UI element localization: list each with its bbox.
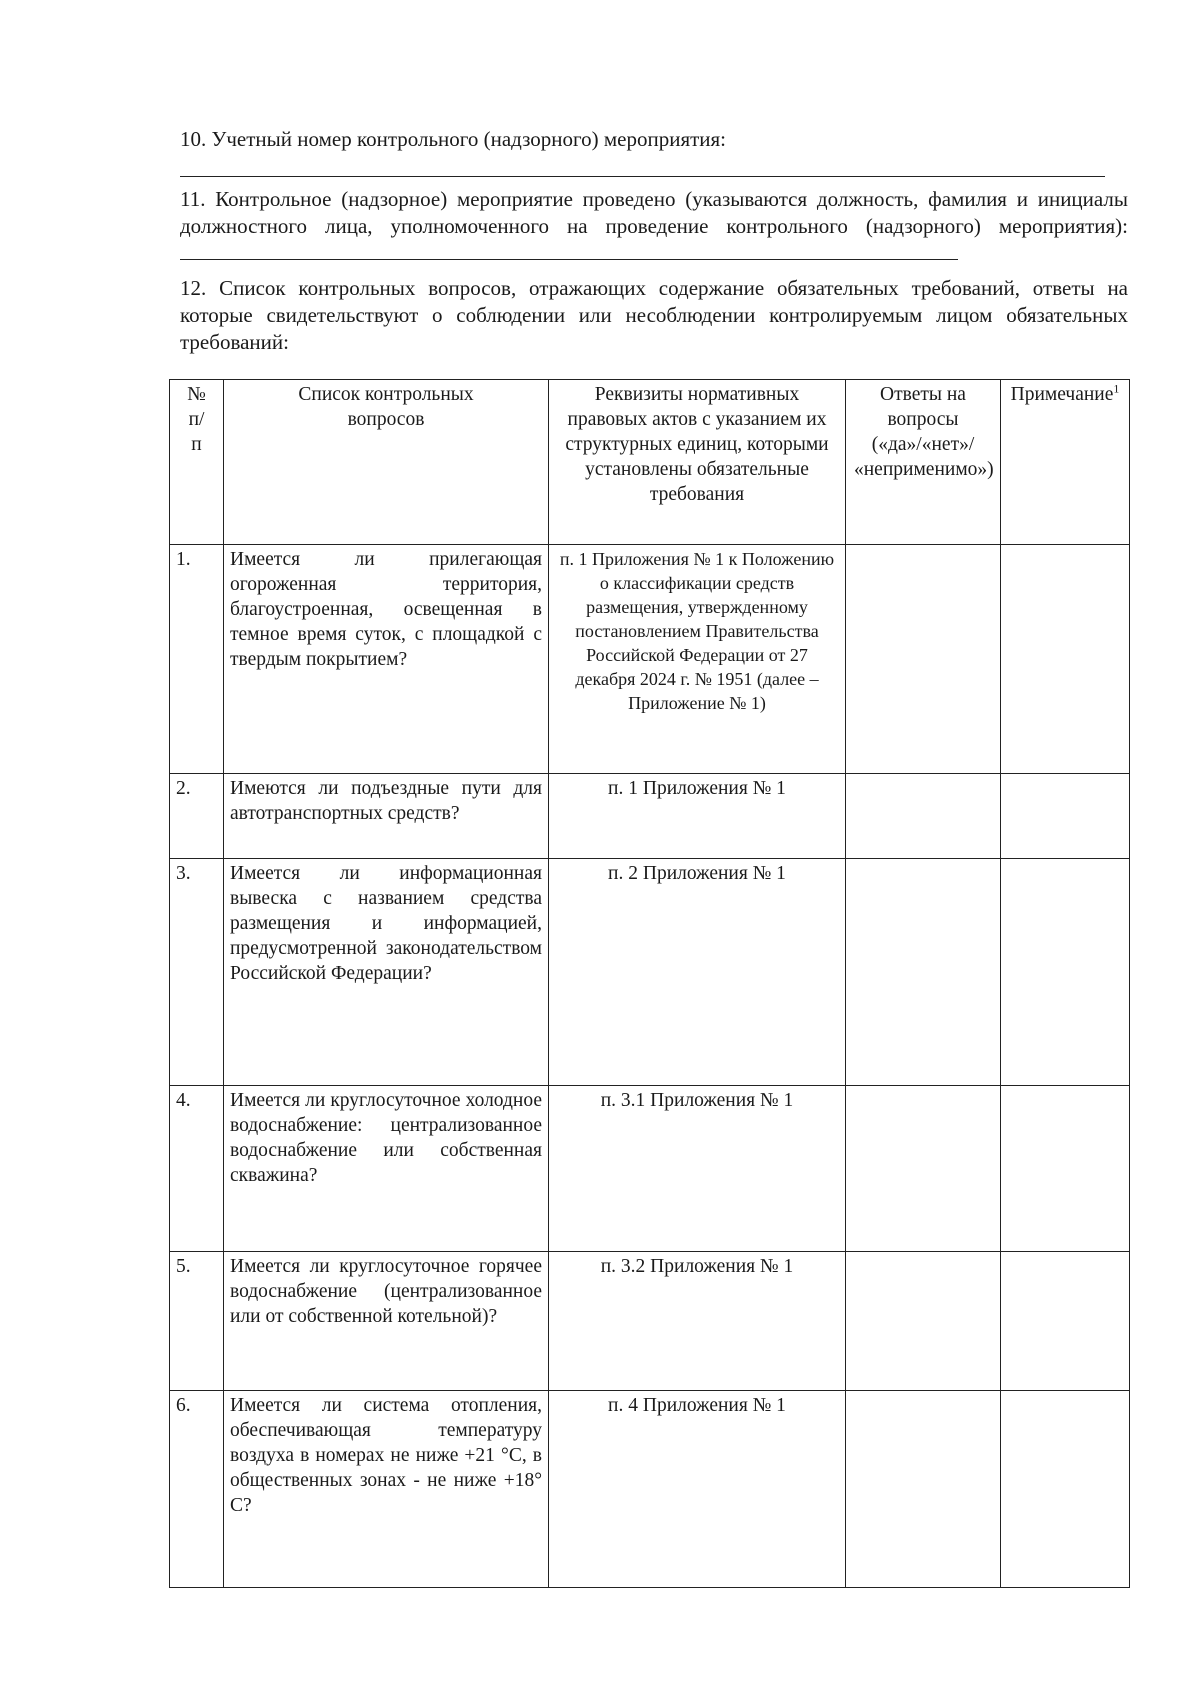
paragraph-11-inspector (180, 186, 1128, 267)
row-note-cell[interactable] (1001, 1252, 1130, 1391)
row-number: 5. (170, 1252, 224, 1391)
table-row (170, 1391, 1130, 1588)
paragraph-11-text: 11. Контрольное (надзорное) мероприятие проведено (указываются должность, фамилия и инициалы должностного лица, уполномоченного на проведение контрольного (надзорного) мероприятия): (180, 187, 1128, 238)
row-number: 6. (170, 1391, 224, 1588)
header-number: № п/ п (170, 380, 224, 545)
row-note-cell[interactable] (1001, 859, 1130, 1086)
row-reference: п. 4 Приложения № 1 (549, 1391, 846, 1588)
checklist-table (169, 379, 1130, 1588)
row-reference: п. 1 Приложения № 1 (549, 774, 846, 859)
row-reference: п. 3.1 Приложения № 1 (549, 1086, 846, 1252)
row-answer-cell[interactable] (846, 1391, 1001, 1588)
row-note-cell[interactable] (1001, 1391, 1130, 1588)
header-questions: Список контрольных вопросов (224, 380, 549, 545)
header-answers: Ответы на вопросы («да»/«нет»/ «неприменимо») (846, 380, 1001, 545)
row-answer-cell[interactable] (846, 545, 1001, 774)
row-note-cell[interactable] (1001, 1086, 1130, 1252)
header-note: Примечание$^1$ (1001, 380, 1130, 545)
footnote-marker: 1 (1113, 381, 1120, 396)
row-note-cell[interactable] (1001, 545, 1130, 774)
row-question: Имеется ли прилегающая огороженная территория, благоустроенная, освещенная в темное время суток, с площадкой с твердым покрытием? (224, 545, 549, 774)
row-question: Имеются ли подъездные пути для автотранспортных средств? (224, 774, 549, 859)
row-answer-cell[interactable] (846, 1086, 1001, 1252)
inspector-blank-line (180, 241, 958, 260)
row-answer-cell[interactable] (846, 774, 1001, 859)
row-question: Имеется ли информационная вывеска с названием средства размещения и информацией, предусмотренной законодательством Российской Федерации? (224, 859, 549, 1086)
row-answer-cell[interactable] (846, 1252, 1001, 1391)
row-answer-cell[interactable] (846, 859, 1001, 1086)
table-row (170, 774, 1130, 859)
table-row (170, 1252, 1130, 1391)
row-question: Имеется ли круглосуточное горячее водоснабжение (централизованное или от собственной котельной)? (224, 1252, 549, 1391)
table-row (170, 859, 1130, 1086)
row-reference: п. 3.2 Приложения № 1 (549, 1252, 846, 1391)
row-question: Имеется ли круглосуточное холодное водоснабжение: централизованное водоснабжение или собственная скважина? (224, 1086, 549, 1252)
header-requisites: Реквизиты нормативных правовых актов с указанием их структурных единиц, которыми установлены обязательные требования (549, 380, 846, 545)
paragraph-10-registration-number: 10. Учетный номер контрольного (надзорного) мероприятия: (180, 127, 727, 151)
registration-number-blank-line (180, 176, 1105, 177)
paragraph-12-checklist-intro: 12. Список контрольных вопросов, отражающих содержание обязательных требований, ответы на которые свидетельствуют о соблюдении или несоблюдении контролируемым лицом обязательных требований: (180, 276, 1128, 354)
row-question: Имеется ли система отопления, обеспечивающая температуру воздуха в номерах не ниже +21 °C, в общественных зонах - не ниже +18° C? (224, 1391, 549, 1588)
row-reference: п. 1 Приложения № 1 к Положению о классификации средств размещения, утвержденному постановлением Правительства Российской Федерации от 27 декабря 2024 г. № 1951 (далее – Приложение № 1) (549, 545, 846, 774)
table-header-row (170, 380, 1130, 545)
row-number: 3. (170, 859, 224, 1086)
row-reference: п. 2 Приложения № 1 (549, 859, 846, 1086)
table-row (170, 1086, 1130, 1252)
table-row (170, 545, 1130, 774)
row-number: 2. (170, 774, 224, 859)
row-note-cell[interactable] (1001, 774, 1130, 859)
row-number: 1. (170, 545, 224, 774)
row-number: 4. (170, 1086, 224, 1252)
